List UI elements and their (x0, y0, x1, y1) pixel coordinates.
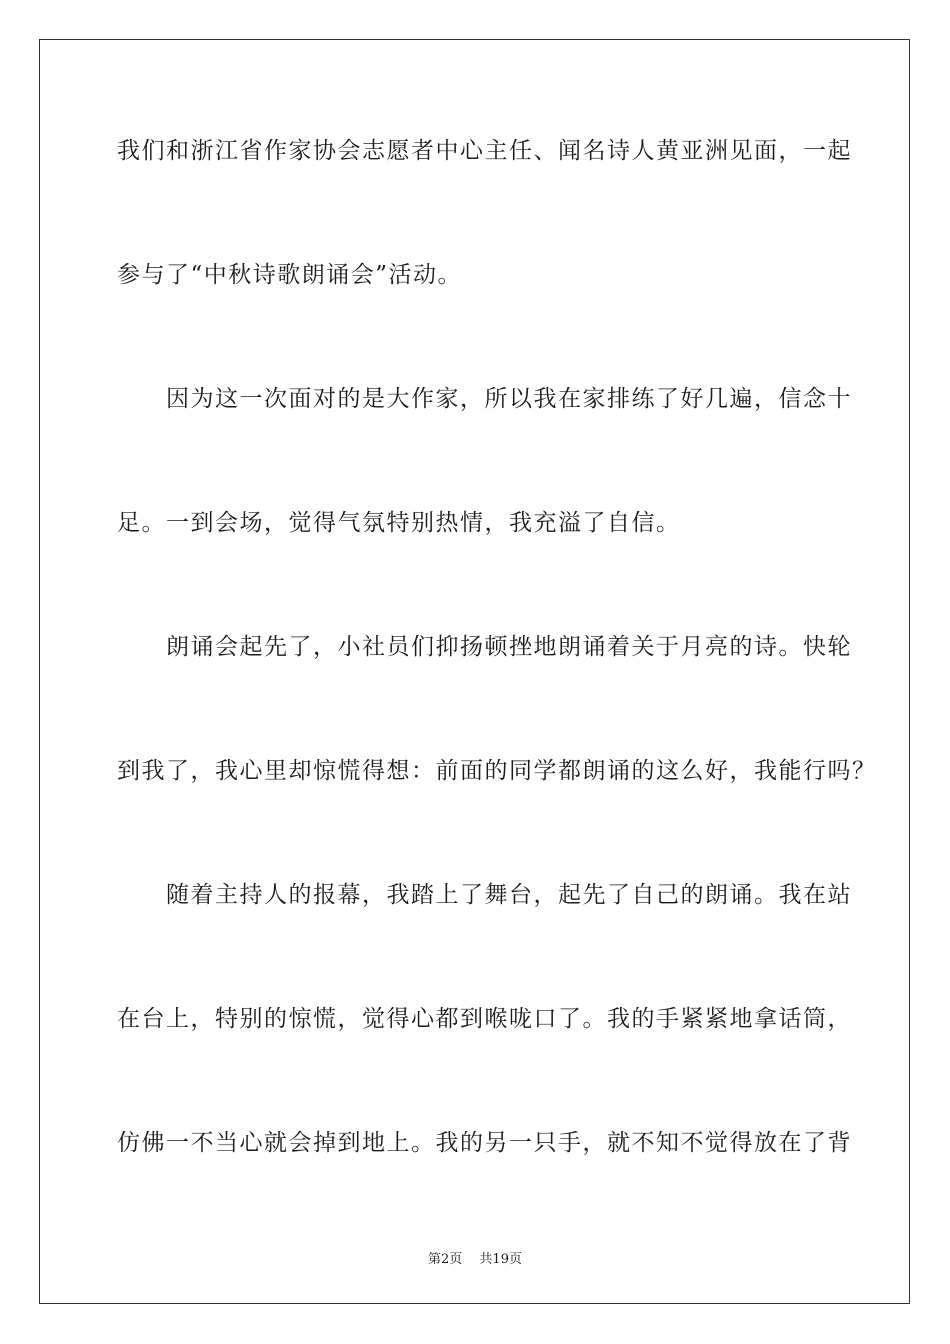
page-border (39, 39, 910, 1304)
text-line: 朗诵会起先了，小社员们抑扬顿挫地朗诵着关于月亮的诗。快轮 (117, 634, 852, 660)
text-line: 因为这一次面对的是大作家，所以我在家排练了好几遍，信念十 (117, 386, 852, 412)
text-line: 在台上，特别的惊慌，觉得心都到喉咙口了。我的手紧紧地拿话筒， (117, 1006, 852, 1032)
text-line: 随着主持人的报幕，我踏上了舞台，起先了自己的朗诵。我在站 (117, 882, 852, 908)
text-line: 到我了，我心里却惊慌得想：前面的同学都朗诵的这么好，我能行吗？ (117, 758, 877, 784)
text-line: 我们和浙江省作家协会志愿者中心主任、闻名诗人黄亚洲见面，一起 (117, 138, 852, 164)
text-line: 参与了“中秋诗歌朗诵会”活动。 (117, 262, 463, 288)
page-number-footer: 第2页 共19页 (428, 1252, 522, 1267)
text-line: 仿佛一不当心就会掉到地上。我的另一只手，就不知不觉得放在了背 (117, 1130, 852, 1156)
text-line: 足。一到会场，觉得气氛特别热情，我充溢了自信。 (117, 510, 681, 536)
